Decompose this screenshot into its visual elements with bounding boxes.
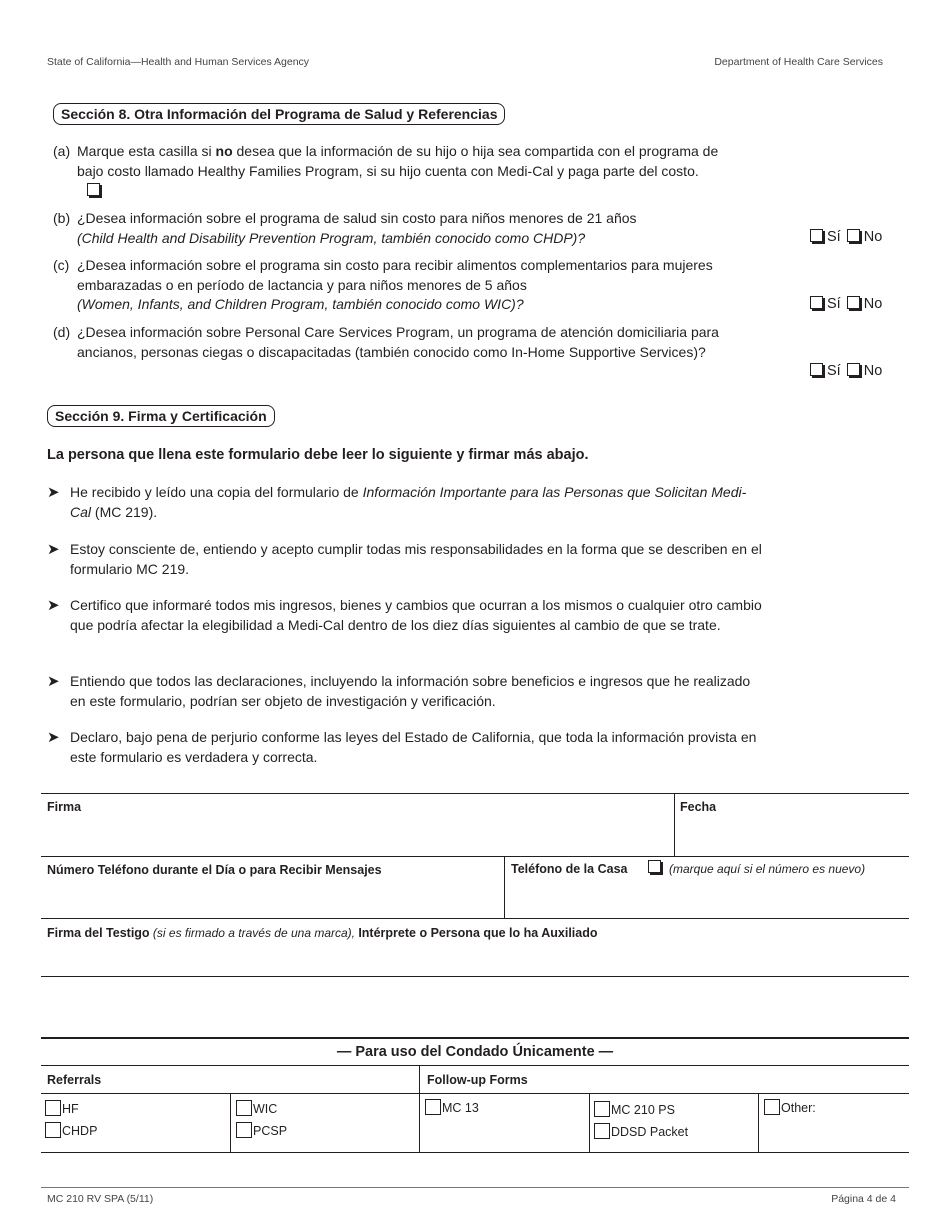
- item-a: [53, 142, 723, 201]
- witness-field[interactable]: [41, 942, 907, 975]
- item-c-yes-no: [810, 296, 882, 312]
- section-9-intro: La persona que llena este formulario debe leer lo siguiente y firmar más abajo.: [47, 447, 589, 463]
- new-number-checkbox[interactable]: [648, 860, 661, 873]
- other-checkbox[interactable]: [764, 1099, 780, 1115]
- ddsd-checkbox[interactable]: [594, 1123, 610, 1139]
- divider: [41, 1065, 909, 1066]
- mc13-label: MC 13: [442, 1101, 479, 1115]
- divider: [41, 1093, 909, 1094]
- arrow-icon: ➤: [47, 597, 60, 614]
- item-d-yes-no: [810, 363, 882, 379]
- pcsp-label: PCSP: [253, 1124, 288, 1138]
- divider: [41, 793, 909, 794]
- bullet-1-italic: Información Importante para las Personas que Solicitan Medi-Cal: [70, 484, 747, 520]
- signature-field[interactable]: [41, 814, 671, 854]
- item-d-label: (d): [53, 324, 71, 340]
- form-number: MC 210 RV SPA (5/11): [47, 1193, 154, 1205]
- yes-label: Sí: [827, 363, 841, 379]
- arrow-icon: ➤: [47, 484, 60, 501]
- wic-checkbox[interactable]: [236, 1100, 252, 1116]
- mc210ps-label: MC 210 PS: [611, 1103, 675, 1117]
- yes-label: Sí: [827, 296, 841, 312]
- divider: [41, 976, 909, 977]
- pcsp-option[interactable]: [236, 1122, 287, 1138]
- chdp-option[interactable]: [45, 1122, 97, 1138]
- item-b-yes-checkbox[interactable]: [810, 229, 823, 242]
- item-b-yes-no: [810, 229, 882, 245]
- bullet-3: [47, 596, 767, 635]
- no-label: No: [863, 363, 883, 379]
- bullet-5: [47, 728, 767, 767]
- item-c-no-checkbox[interactable]: [847, 296, 860, 309]
- bullet-1-pre: He recibido y leído una copia del formulario de: [70, 484, 363, 500]
- signature-label: Firma: [47, 800, 82, 814]
- yes-label: Sí: [827, 229, 841, 245]
- item-b-text: ¿Desea información sobre el programa de salud sin costo para niños menores de 21 años: [77, 210, 637, 226]
- arrow-icon: ➤: [47, 673, 60, 690]
- item-a-text-bold: no: [215, 143, 233, 159]
- home-phone-field[interactable]: [506, 880, 906, 916]
- no-label: No: [863, 296, 883, 312]
- witness-label-note: (si es firmado a través de una marca),: [149, 926, 359, 940]
- bullet-4-text: Entiendo que todos las declaraciones, incluyendo la información sobre beneficios e ingresos que he realizado en este formulario, podrían ser objeto de investigación y verificación.: [70, 673, 751, 709]
- other-label: Other:: [781, 1101, 816, 1115]
- bullet-1-post: (MC 219).: [91, 503, 158, 520]
- date-label: Fecha: [680, 800, 717, 814]
- wic-label: WIC: [253, 1102, 278, 1116]
- item-c-italic: (Women, Infants, and Children Program, también conocido como WIC)?: [77, 296, 524, 312]
- hf-checkbox[interactable]: [45, 1100, 61, 1116]
- bullet-1: [47, 483, 767, 522]
- item-a-label: (a): [53, 143, 71, 159]
- divider: [41, 856, 909, 857]
- page-number: Página 4 de 4: [831, 1193, 896, 1205]
- mc13-checkbox[interactable]: [425, 1099, 441, 1115]
- item-d: [53, 323, 723, 362]
- divider: [419, 1065, 420, 1153]
- item-d-text: ¿Desea información sobre Personal Care Services Program, un programa de atención domiciliaria para ancianos, personas ciegas o discapacitadas (también conocido como In-Home Supportive Services)?: [77, 324, 719, 360]
- hf-option[interactable]: [45, 1100, 79, 1116]
- divider: [41, 1037, 909, 1039]
- divider: [589, 1093, 590, 1153]
- mc210ps-option[interactable]: [594, 1101, 675, 1117]
- bullet-5-text: Declaro, bajo pena de perjurio conforme las leyes del Estado de California, que toda la información provista en este formulario es verdadera y correcta.: [70, 729, 757, 765]
- home-phone-label: Teléfono de la Casa: [511, 862, 628, 876]
- pcsp-checkbox[interactable]: [236, 1122, 252, 1138]
- chdp-checkbox[interactable]: [45, 1122, 61, 1138]
- item-b-label: (b): [53, 210, 71, 226]
- bullet-2: [47, 540, 767, 579]
- item-c-yes-checkbox[interactable]: [810, 296, 823, 309]
- item-d-yes-checkbox[interactable]: [810, 363, 823, 376]
- day-phone-field[interactable]: [41, 880, 501, 916]
- chdp-label: CHDP: [62, 1124, 98, 1138]
- new-number-note: (marque aquí si el número es nuevo): [669, 862, 866, 876]
- witness-label-part1: Firma del Testigo: [47, 926, 150, 940]
- item-c-label: (c): [53, 257, 70, 273]
- divider: [230, 1093, 231, 1153]
- date-field[interactable]: [676, 814, 906, 854]
- item-a-text-post: desea que la información de su hijo o hija sea compartida con el programa de bajo costo llamado Healthy Families Program, si su hijo cuenta con Medi-Cal y paga parte del costo.: [77, 143, 719, 179]
- item-d-no-checkbox[interactable]: [847, 363, 860, 376]
- footer-rule: [41, 1187, 909, 1188]
- hf-label: HF: [62, 1102, 79, 1116]
- divider: [41, 918, 909, 919]
- wic-option[interactable]: [236, 1100, 277, 1116]
- healthy-families-checkbox[interactable]: [87, 183, 100, 196]
- divider: [41, 1152, 909, 1153]
- divider: [504, 856, 505, 918]
- mc210ps-checkbox[interactable]: [594, 1101, 610, 1117]
- item-b: [53, 209, 723, 248]
- item-a-text-pre: Marque esta casilla si: [77, 143, 216, 159]
- item-b-no-checkbox[interactable]: [847, 229, 860, 242]
- item-c: [53, 256, 723, 315]
- witness-label-part2: Intérprete o Persona que lo ha Auxiliado: [358, 926, 598, 940]
- arrow-icon: ➤: [47, 729, 60, 746]
- department-header: Department of Health Care Services: [714, 56, 883, 68]
- bullet-4: [47, 672, 767, 711]
- followup-label: Follow-up Forms: [427, 1073, 528, 1087]
- section-8-title: Sección 8. Otra Información del Programa de Salud y Referencias: [53, 103, 505, 125]
- ddsd-option[interactable]: [594, 1123, 688, 1139]
- bullet-2-text: Estoy consciente de, entiendo y acepto cumplir todas mis responsabilidades en la forma que se describen en el formulario MC 219.: [70, 541, 762, 577]
- divider: [674, 793, 675, 856]
- bullet-3-text: Certifico que informaré todos mis ingresos, bienes y cambios que ocurran a los mismos o cualquier otro cambio que podría afectar la elegibilidad a Medi-Cal dentro de los diez días siguientes al cambio de que se trate.: [70, 597, 762, 633]
- divider: [758, 1093, 759, 1153]
- ddsd-label: DDSD Packet: [611, 1125, 689, 1139]
- section-9-title: Sección 9. Firma y Certificación: [47, 405, 275, 427]
- item-b-italic: (Child Health and Disability Prevention Program, también conocido como CHDP)?: [77, 229, 586, 246]
- day-phone-label: Número Teléfono durante el Día o para Recibir Mensajes: [47, 863, 382, 877]
- referrals-label: Referrals: [47, 1073, 102, 1087]
- other-option[interactable]: [764, 1099, 816, 1115]
- county-use-title: — Para uso del Condado Únicamente —: [336, 1044, 614, 1060]
- no-label: No: [863, 229, 883, 245]
- agency-header: State of California—Health and Human Services Agency: [47, 56, 310, 68]
- mc13-option[interactable]: [425, 1099, 479, 1115]
- arrow-icon: ➤: [47, 541, 60, 558]
- item-c-text: ¿Desea información sobre el programa sin costo para recibir alimentos complementarios para mujeres embarazadas o en período de lactancia y para niños menores de 5 años: [77, 257, 713, 293]
- witness-label: [47, 926, 598, 940]
